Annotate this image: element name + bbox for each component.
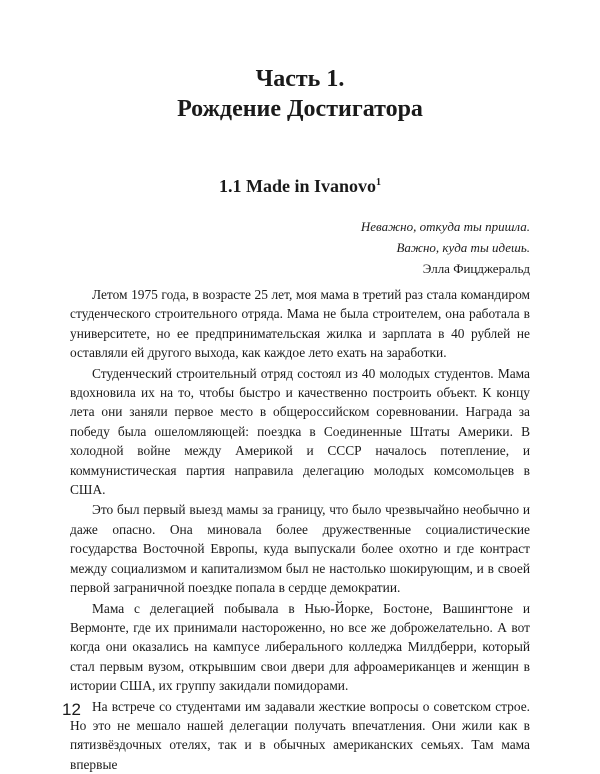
paragraph-2: Студенческий строительный отряд состоял из 40 молодых студентов. Мама вдохновила их на то, чтобы быстро и качественно построить объект. К концу лета они заняли первое место в общероссийском соревновании. Награда за победу была ошеломляющей: поездка в Соединенные Штаты Америки. В холодной войне между Америкой и СССР началось потепление, и коммунистическая партия направила делегацию молодых комсомольцев в США. [70,365,530,498]
part-title-line2: Рождение Достигатора [177,96,423,122]
epigraph [230,216,530,279]
part-title-line1: Часть 1. [255,66,345,92]
paragraph-3: Это был первый выезд мамы за границу, что было чрезвычайно необычно и даже опасно. Она миновала более дружественные социалистические государства Восточной Европы, куда выпускали более охотно и где контраст между социализмом и капитализмом был не настолько шокирующим, и в своей первой заграничной поездке попала в сердце демократии. [70,502,530,596]
footnote-marker[interactable]: 1 [376,177,382,188]
section-title-text: 1.1 Made in Ivanovo [218,176,377,196]
section-title [0,175,600,197]
epigraph-line-2: Важно, куда ты идешь. [396,240,530,255]
paragraph-4: Мама с делегацией побывала в Нью-Йорке, Бостоне, Вашингтоне и Вермонте, где их принимали настороженно, но все же доброжелательно. А вот когда они оказались на кампусе либерального колледжа Милдберри, который стал первым вузом, открывшим свои двери для афроамериканцев и женщин в истории США, их группу закидали помидорами. [70,600,530,694]
page-number: 12 [62,700,81,719]
paragraph-1: Летом 1975 года, в возрасте 25 лет, моя мама в третий раз стала командиром студенческого строительного отряда. Мама не была строителем, она работала в университете, но ее предпринимательская жилка и зарплата в 40 рублей не оставляли ей другого выхода, как каждое лето ехать на заработки. [70,287,530,361]
epigraph-line-1: Неважно, откуда ты пришла. [360,219,530,234]
paragraph-5: На встрече со студентами им задавали жесткие вопросы о советском строе. Но это не мешало нашей делегации получать впечатления. Они жили как в пятизвёздочных отелях, так и в обычных американских семьях. Там мама впервые [70,698,530,772]
epigraph-author: Элла Фицджеральд [422,261,530,276]
body-text [70,285,530,774]
